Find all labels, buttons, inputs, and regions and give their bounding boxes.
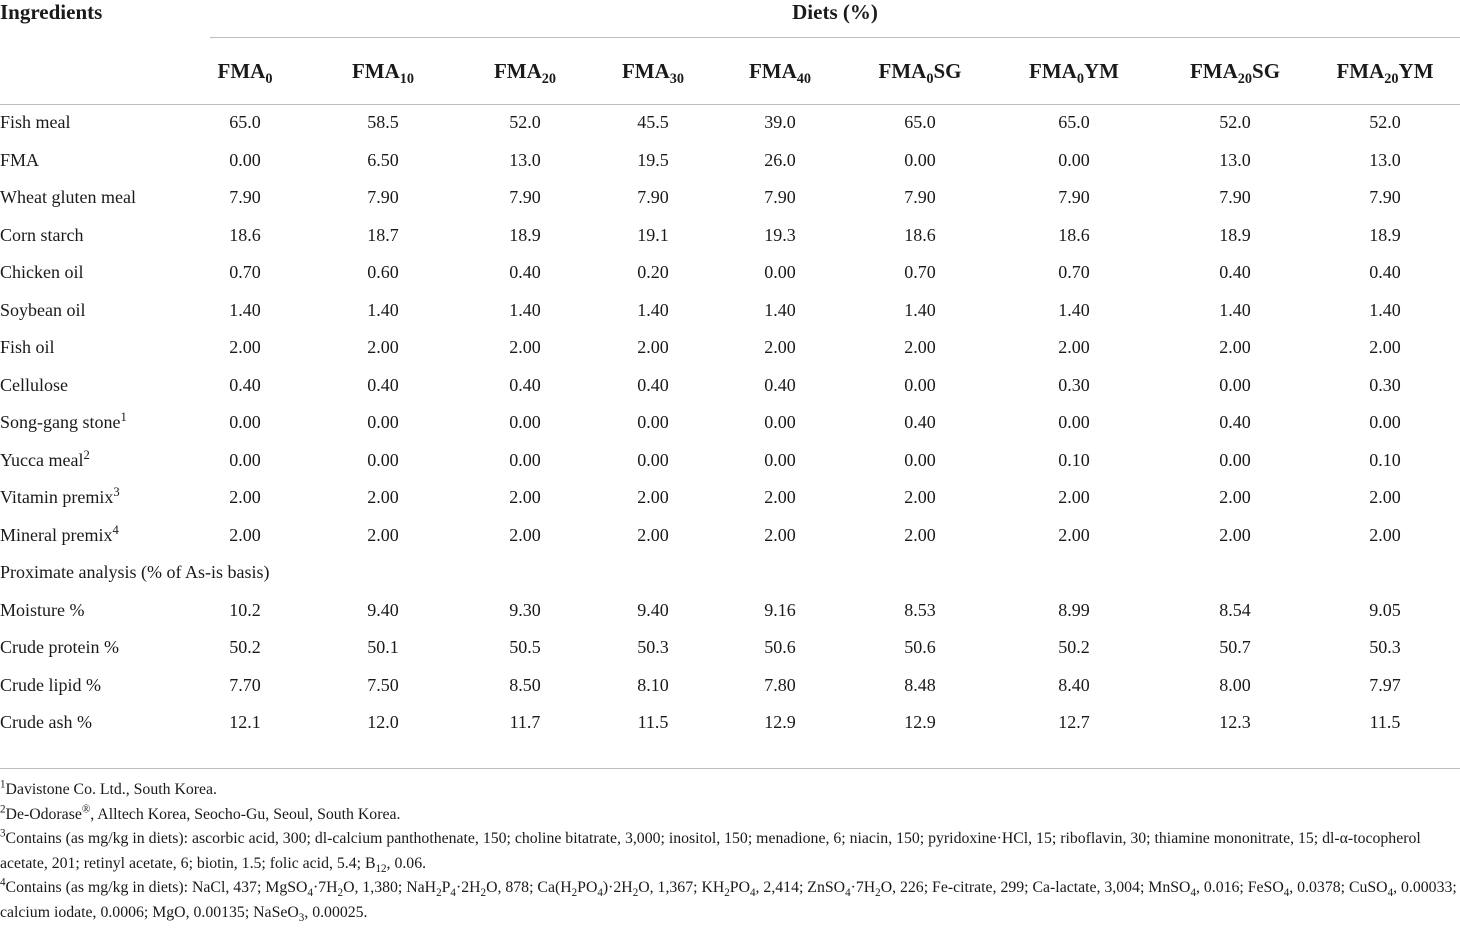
cell-fma30: 9.40 — [637, 599, 669, 620]
cell-fma20ym: 2.00 — [1369, 487, 1401, 508]
cell-fma0: 2.00 — [229, 487, 261, 508]
table-row — [0, 142, 1460, 180]
cell-fma40: 2.00 — [764, 337, 796, 358]
col-header-fma30: $FMA_{30}$ — [621, 58, 685, 87]
cell-fma0: 0.00 — [229, 149, 261, 170]
cell-fma20sg: 18.9 — [1219, 224, 1251, 245]
cell-fma0sg: 2.00 — [904, 337, 936, 358]
cell-fma0: 0.00 — [229, 412, 261, 433]
cell-fma10: 1.40 — [367, 299, 399, 320]
cell-fma0sg: 2.00 — [904, 524, 936, 545]
table-row — [0, 442, 1460, 480]
cell-fma0sg: 7.90 — [904, 187, 936, 208]
cell-fma40: 12.9 — [764, 712, 796, 733]
cell-fma0ym: 0.10 — [1058, 449, 1090, 470]
cell-fma20ym: 52.0 — [1369, 112, 1401, 133]
cell-fma0ym: 50.2 — [1058, 637, 1090, 658]
table-header-top — [0, 0, 1460, 38]
col-header-fma0: $FMA_0$ — [217, 58, 273, 87]
cell-fma20ym: 0.10 — [1369, 449, 1401, 470]
cell-fma20: 18.9 — [509, 224, 541, 245]
row-label: Wheat gluten meal — [0, 187, 136, 208]
cell-fma0sg: 0.00 — [904, 374, 936, 395]
footnotes — [0, 778, 1460, 925]
table-row — [0, 629, 1460, 667]
cell-fma20sg: 0.00 — [1219, 449, 1251, 470]
row-label: Corn starch — [0, 224, 84, 245]
cell-fma20: 0.40 — [509, 374, 541, 395]
diets-rule — [210, 37, 1460, 38]
footnote-4: $^4$Contains (as mg/kg in diets): NaCl, 437; $MgSO_4\cdot 7H_2O$, 1,380; $NaH_2P_4\cdot 2H_2O$, 878; $Ca(H_2PO_4)\cdot 2H_2O$, 1,367; $KH_2PO_4$, 2,414; $ZnSO_4\cdot 7H_2O$, 226; Fe-citrate, 299; Ca-lactate, 3,004; MnSO$_4$, 0.016; FeSO$_4$, 0.0378; CuSO$_4$, 0.00033; calcium iodate, 0.0006; MgO, 0.00135; NaSeO$_3$, 0.00025. — [0, 876, 1457, 924]
cell-fma10: 2.00 — [367, 524, 399, 545]
cell-fma40: 2.00 — [764, 487, 796, 508]
cell-fma30: 50.3 — [637, 637, 669, 658]
cell-fma20: 0.00 — [509, 449, 541, 470]
column-header-row — [0, 46, 1460, 96]
row-label: Moisture % — [0, 599, 85, 620]
ingredients-header: Ingredients — [0, 0, 103, 24]
cell-fma10: 50.1 — [367, 637, 399, 658]
cell-fma30: 2.00 — [637, 337, 669, 358]
cell-fma0ym: 2.00 — [1058, 487, 1090, 508]
footnote-3: $^3$Contains (as mg/kg in diets): ascorbic acid, 300; dl-calcium panthothenate, 150; choline bitatrate, 3,000; inositol, 150; menadione, 6; niacin, 150; pyridoxine·HCl, 15; riboflavin, 30; thiamine mononitrate, 15; dl-α-tocopherol acetate, 201; retinyl acetate, 6; biotin, 1.5; folic acid, 5.4; $B_{12}$, 0.06. — [0, 827, 1421, 875]
cell-fma20ym: 11.5 — [1369, 712, 1401, 733]
cell-fma20ym: 0.00 — [1369, 412, 1401, 433]
table-row — [0, 479, 1460, 517]
footnote-2: $^2$De-Odorase®, Alltech Korea, Seocho-Gu, Seoul, South Korea. — [0, 803, 401, 823]
cell-fma0sg: 50.6 — [904, 637, 936, 658]
row-label: Song-gang stone$^1$ — [0, 410, 127, 433]
cell-fma20sg: 2.00 — [1219, 524, 1251, 545]
row-label: Soybean oil — [0, 299, 86, 320]
cell-fma0ym: 8.99 — [1058, 599, 1090, 620]
cell-fma0: 12.1 — [229, 712, 261, 733]
cell-fma30: 0.40 — [637, 374, 669, 395]
cell-fma40: 0.00 — [764, 449, 796, 470]
cell-fma20sg: 0.00 — [1219, 374, 1251, 395]
diets-header: Diets (%) — [792, 0, 878, 24]
footer-rule — [0, 768, 1460, 769]
row-label: Fish meal — [0, 112, 71, 133]
cell-fma0sg: 65.0 — [904, 112, 936, 133]
cell-fma30: 11.5 — [637, 712, 669, 733]
table-row — [0, 592, 1460, 630]
cell-fma20: 1.40 — [509, 299, 541, 320]
cell-fma0: 0.00 — [229, 449, 261, 470]
proximate-section-label: Proximate analysis (% of As-is basis) — [0, 562, 270, 583]
table-row — [0, 367, 1460, 405]
cell-fma0: 18.6 — [229, 224, 261, 245]
cell-fma10: 18.7 — [367, 224, 399, 245]
cell-fma0sg: 18.6 — [904, 224, 936, 245]
cell-fma40: 7.80 — [764, 674, 796, 695]
table-row — [0, 254, 1460, 292]
table-row — [0, 329, 1460, 367]
cell-fma40: 0.40 — [764, 374, 796, 395]
cell-fma40: 0.00 — [764, 412, 796, 433]
cell-fma10: 7.50 — [367, 674, 399, 695]
diet-composition-table — [0, 46, 1460, 742]
table-row — [0, 217, 1460, 255]
row-label: Cellulose — [0, 374, 68, 395]
cell-fma30: 0.20 — [637, 262, 669, 283]
cell-fma40: 9.16 — [764, 599, 796, 620]
col-header-fma20ym: $FMA_{20}YM$ — [1336, 58, 1434, 87]
cell-fma40: 50.6 — [764, 637, 796, 658]
cell-fma0ym: 0.30 — [1058, 374, 1090, 395]
footnote-1: $^1$Davistone Co. Ltd., South Korea. — [0, 778, 218, 798]
cell-fma20ym: 7.90 — [1369, 187, 1401, 208]
cell-fma0: 2.00 — [229, 337, 261, 358]
cell-fma0ym: 2.00 — [1058, 337, 1090, 358]
row-label: Fish oil — [0, 337, 55, 358]
cell-fma20: 0.00 — [509, 412, 541, 433]
blank-header-cell — [0, 46, 176, 96]
row-label: Crude protein % — [0, 637, 119, 658]
cell-fma30: 0.00 — [637, 412, 669, 433]
row-label: Crude ash % — [0, 712, 92, 733]
cell-fma20sg: 2.00 — [1219, 337, 1251, 358]
cell-fma0: 0.40 — [229, 374, 261, 395]
cell-fma0ym: 0.00 — [1058, 412, 1090, 433]
cell-fma20: 9.30 — [509, 599, 541, 620]
cell-fma40: 19.3 — [764, 224, 796, 245]
cell-fma20ym: 50.3 — [1369, 637, 1401, 658]
cell-fma40: 2.00 — [764, 524, 796, 545]
cell-fma20sg: 50.7 — [1219, 637, 1251, 658]
cell-fma20: 7.90 — [509, 187, 541, 208]
cell-fma30: 2.00 — [637, 524, 669, 545]
cell-fma0ym: 12.7 — [1058, 712, 1090, 733]
cell-fma40: 1.40 — [764, 299, 796, 320]
table-row — [0, 517, 1460, 555]
cell-fma20ym: 1.40 — [1369, 299, 1401, 320]
table-row — [0, 96, 1460, 142]
cell-fma30: 8.10 — [637, 674, 669, 695]
cell-fma10: 58.5 — [367, 112, 399, 133]
cell-fma0: 1.40 — [229, 299, 261, 320]
cell-fma10: 0.60 — [367, 262, 399, 283]
cell-fma30: 19.1 — [637, 224, 669, 245]
cell-fma40: 26.0 — [764, 149, 796, 170]
cell-fma0ym: 65.0 — [1058, 112, 1090, 133]
proximate-section-row — [0, 554, 1460, 592]
cell-fma0: 65.0 — [229, 112, 261, 133]
cell-fma0ym: 8.40 — [1058, 674, 1090, 695]
col-header-fma0ym: $FMA_0YM$ — [1029, 58, 1119, 87]
cell-fma20: 8.50 — [509, 674, 541, 695]
cell-fma40: 0.00 — [764, 262, 796, 283]
cell-fma10: 2.00 — [367, 337, 399, 358]
cell-fma20: 50.5 — [509, 637, 541, 658]
cell-fma0ym: 2.00 — [1058, 524, 1090, 545]
cell-fma20: 2.00 — [509, 524, 541, 545]
row-label: Mineral premix$^4$ — [0, 522, 119, 545]
cell-fma20ym: 13.0 — [1369, 149, 1401, 170]
cell-fma0sg: 0.40 — [904, 412, 936, 433]
cell-fma20ym: 9.05 — [1369, 599, 1401, 620]
cell-fma0: 7.90 — [229, 187, 261, 208]
cell-fma0: 50.2 — [229, 637, 261, 658]
cell-fma0ym: 0.00 — [1058, 149, 1090, 170]
row-label: Vitamin premix$^3$ — [0, 485, 120, 508]
cell-fma20: 2.00 — [509, 487, 541, 508]
cell-fma0: 7.70 — [229, 674, 261, 695]
cell-fma30: 7.90 — [637, 187, 669, 208]
col-header-fma20: $FMA_{20}$ — [493, 58, 557, 87]
cell-fma0sg: 1.40 — [904, 299, 936, 320]
cell-fma20: 0.40 — [509, 262, 541, 283]
cell-fma0ym: 1.40 — [1058, 299, 1090, 320]
table-row — [0, 667, 1460, 705]
table-row — [0, 704, 1460, 742]
cell-fma20sg: 8.00 — [1219, 674, 1251, 695]
cell-fma20sg: 12.3 — [1219, 712, 1251, 733]
row-label: Crude lipid % — [0, 674, 101, 695]
cell-fma10: 12.0 — [367, 712, 399, 733]
col-header-fma0sg: $FMA_0SG$ — [878, 58, 962, 87]
cell-fma20: 11.7 — [509, 712, 541, 733]
cell-fma0sg: 0.70 — [904, 262, 936, 283]
cell-fma30: 45.5 — [637, 112, 669, 133]
cell-fma30: 0.00 — [637, 449, 669, 470]
cell-fma20sg: 52.0 — [1219, 112, 1251, 133]
cell-fma20ym: 18.9 — [1369, 224, 1401, 245]
cell-fma30: 1.40 — [637, 299, 669, 320]
cell-fma0sg: 8.48 — [904, 674, 936, 695]
cell-fma20: 13.0 — [509, 149, 541, 170]
cell-fma0sg: 0.00 — [904, 149, 936, 170]
cell-fma10: 0.40 — [367, 374, 399, 395]
cell-fma10: 6.50 — [367, 149, 399, 170]
cell-fma40: 7.90 — [764, 187, 796, 208]
cell-fma0sg: 2.00 — [904, 487, 936, 508]
table-row — [0, 292, 1460, 330]
cell-fma10: 7.90 — [367, 187, 399, 208]
cell-fma0sg: 8.53 — [904, 599, 936, 620]
cell-fma0ym: 0.70 — [1058, 262, 1090, 283]
cell-fma0sg: 12.9 — [904, 712, 936, 733]
cell-fma20sg: 0.40 — [1219, 412, 1251, 433]
col-header-fma40: $FMA_{40}$ — [748, 58, 812, 87]
cell-fma20sg: 8.54 — [1219, 599, 1251, 620]
cell-fma10: 0.00 — [367, 412, 399, 433]
cell-fma0: 10.2 — [229, 599, 261, 620]
cell-fma0ym: 7.90 — [1058, 187, 1090, 208]
row-label: FMA — [0, 149, 40, 170]
cell-fma0sg: 0.00 — [904, 449, 936, 470]
table-body — [0, 96, 1460, 742]
cell-fma20ym: 0.30 — [1369, 374, 1401, 395]
cell-fma30: 2.00 — [637, 487, 669, 508]
cell-fma20ym: 0.40 — [1369, 262, 1401, 283]
cell-fma20sg: 0.40 — [1219, 262, 1251, 283]
cell-fma30: 19.5 — [637, 149, 669, 170]
cell-fma20sg: 7.90 — [1219, 187, 1251, 208]
cell-fma20sg: 2.00 — [1219, 487, 1251, 508]
table-row — [0, 404, 1460, 442]
cell-fma10: 2.00 — [367, 487, 399, 508]
cell-fma20ym: 2.00 — [1369, 524, 1401, 545]
row-label: Chicken oil — [0, 262, 84, 283]
cell-fma0ym: 18.6 — [1058, 224, 1090, 245]
cell-fma20sg: 13.0 — [1219, 149, 1251, 170]
col-header-fma20sg: $FMA_{20}SG$ — [1189, 58, 1281, 87]
cell-fma20sg: 1.40 — [1219, 299, 1251, 320]
col-header-fma10: $FMA_{10}$ — [351, 58, 415, 87]
cell-fma10: 0.00 — [367, 449, 399, 470]
cell-fma0: 2.00 — [229, 524, 261, 545]
cell-fma40: 39.0 — [764, 112, 796, 133]
cell-fma20ym: 7.97 — [1369, 674, 1401, 695]
cell-fma20ym: 2.00 — [1369, 337, 1401, 358]
cell-fma20: 2.00 — [509, 337, 541, 358]
cell-fma20: 52.0 — [509, 112, 541, 133]
table-row — [0, 179, 1460, 217]
cell-fma10: 9.40 — [367, 599, 399, 620]
row-label: Yucca meal$^2$ — [0, 447, 90, 470]
cell-fma0: 0.70 — [229, 262, 261, 283]
